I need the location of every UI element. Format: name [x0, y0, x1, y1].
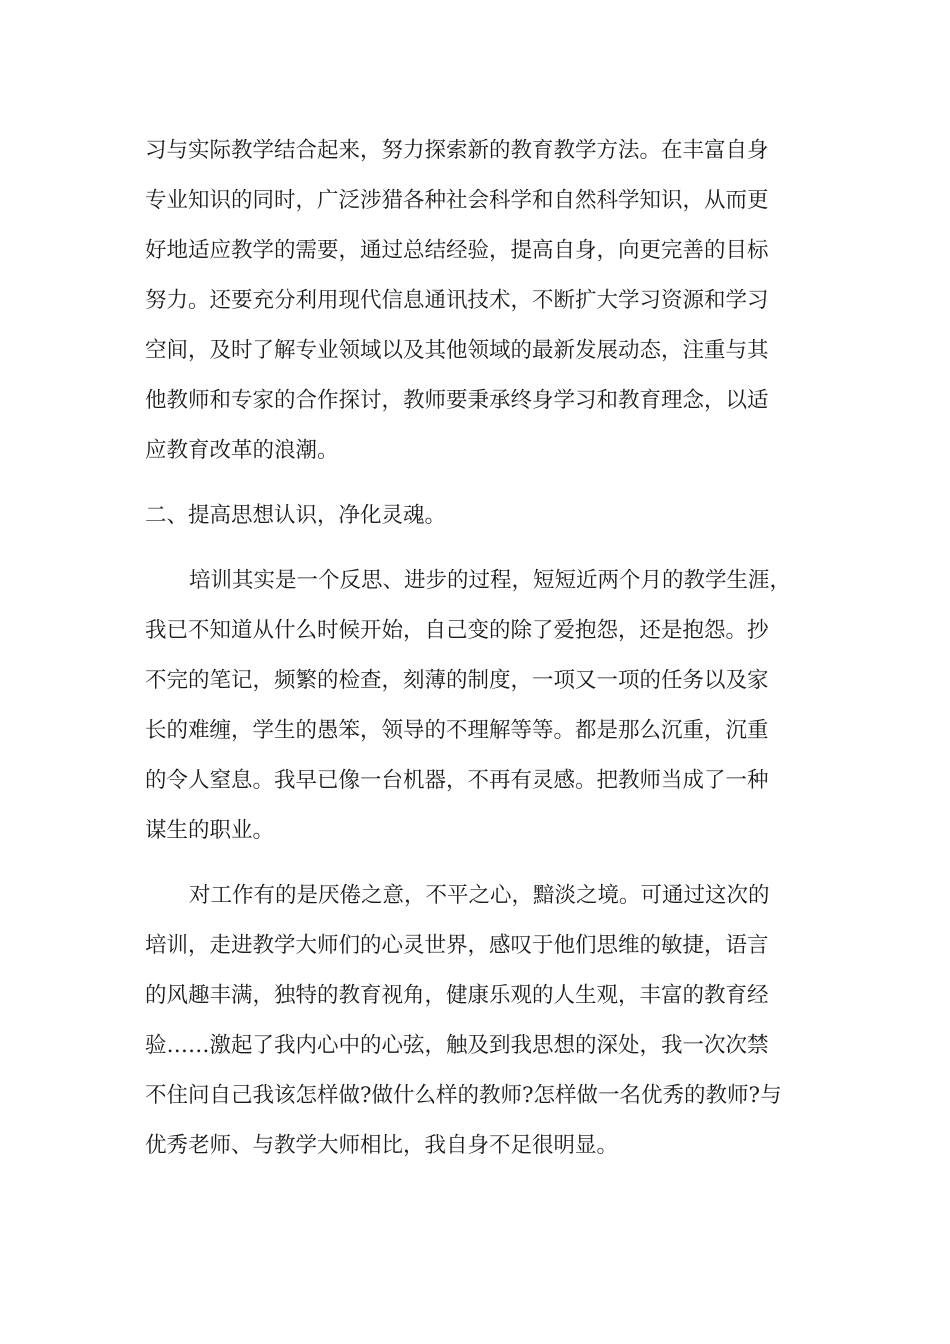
text-line: 验……激起了我内心中的心弦，触及到我思想的深处，我一次次禁 — [145, 1033, 769, 1058]
paragraph-training — [145, 871, 815, 1171]
text-line: 应教育改革的浪潮。 — [145, 438, 339, 463]
text-line: 长的难缠，学生的愚笨，领导的不理解等等。都是那么沉重，沉重 — [145, 718, 769, 743]
text-line: 空间，及时了解专业领域以及其他领域的最新发展动态，注重与其 — [145, 338, 769, 363]
text-line: 不完的笔记，频繁的检查，刻薄的制度，一项又一项的任务以及家 — [145, 668, 769, 693]
section-heading — [145, 491, 815, 541]
paragraph-reflection — [145, 556, 815, 856]
text-line: 谋生的职业。 — [145, 818, 275, 843]
text-line: 培训其实是一个反思、进步的过程，短短近两个月的教学生涯， — [189, 568, 792, 593]
text-line: 的令人窒息。我早已像一台机器，不再有灵感。把教师当成了一种 — [145, 768, 769, 793]
document-body — [145, 126, 815, 1171]
paragraph-continuation — [145, 126, 815, 476]
text-line: 不住问自己我该怎样做?做什么样的教师?怎样做一名优秀的教师?与 — [145, 1083, 782, 1108]
text-line: 好地适应教学的需要，通过总结经验，提高自身，向更完善的目标 — [145, 238, 769, 263]
text-line: 努力。还要充分利用现代信息通讯技术，不断扩大学习资源和学习 — [145, 288, 769, 313]
text-line: 的风趣丰满，独特的教育视角，健康乐观的人生观，丰富的教育经 — [145, 983, 769, 1008]
text-line: 我已不知道从什么时候开始，自己变的除了爱抱怨，还是抱怨。抄 — [145, 618, 769, 643]
text-line: 习与实际教学结合起来，努力探索新的教育教学方法。在丰富自身 — [145, 138, 769, 163]
text-line: 专业知识的同时，广泛涉猎各种社会科学和自然科学知识，从而更 — [145, 188, 769, 213]
text-line: 培训，走进教学大师们的心灵世界，感叹于他们思维的敏捷，语言 — [145, 933, 769, 958]
text-line: 他教师和专家的合作探讨，教师要秉承终身学习和教育理念，以适 — [145, 388, 769, 413]
text-line: 对工作有的是厌倦之意，不平之心，黯淡之境。可通过这次的 — [189, 883, 770, 908]
text-line: 优秀老师、与教学大师相比，我自身不足很明显。 — [145, 1133, 619, 1158]
section-heading-text: 二、提高思想认识，净化灵魂。 — [145, 503, 447, 528]
